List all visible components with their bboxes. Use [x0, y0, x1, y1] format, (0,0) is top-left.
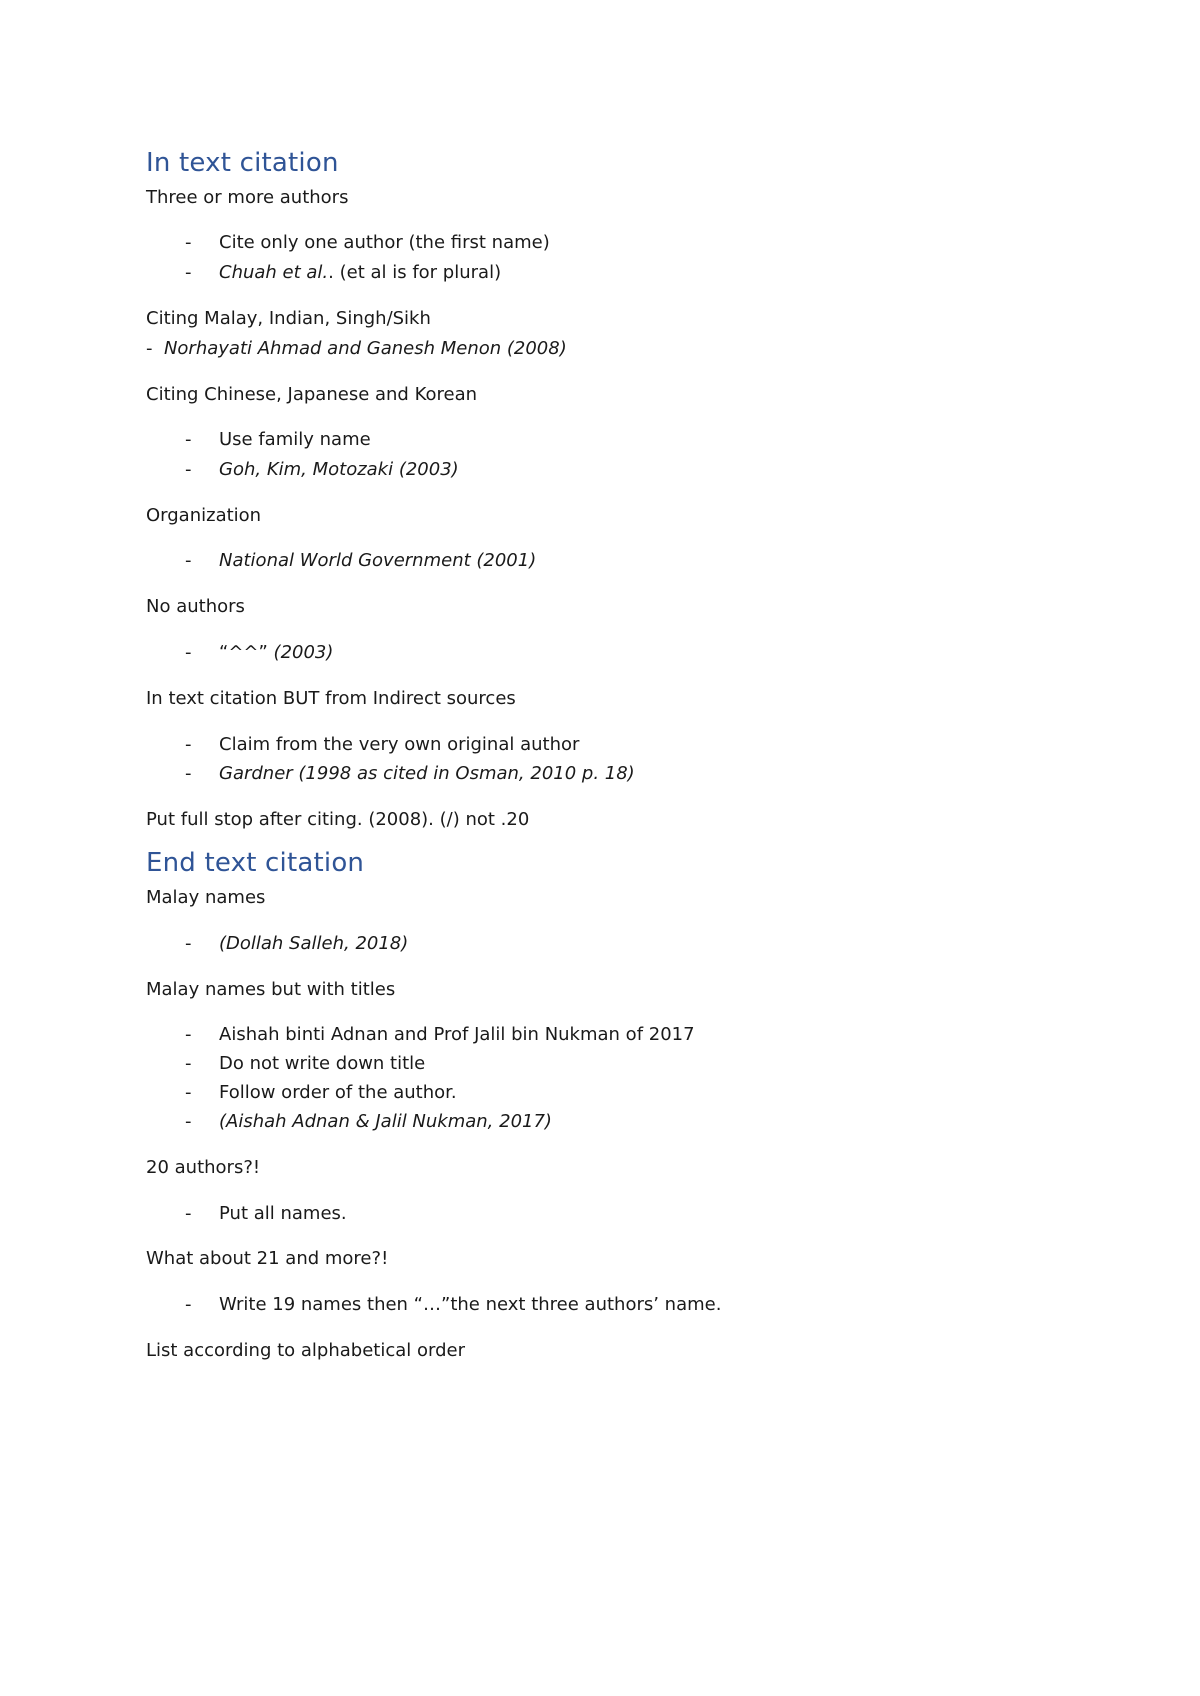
list-item-text: Claim from the very own original author — [219, 734, 580, 755]
list-item-text: (2003) — [273, 642, 334, 663]
list-item: - Follow order of the author. — [185, 1082, 457, 1103]
label-malay-names-titles: Malay names but with titles — [146, 979, 396, 1000]
list-item-text: Norhayati Ahmad and Ganesh Menon (2008) — [163, 338, 567, 359]
list-item-text: Goh, Kim, Motozaki (2003) — [219, 459, 459, 480]
list-item-text: National World Government (2001) — [219, 550, 537, 571]
label-organization: Organization — [146, 505, 262, 526]
list-item-text: Aishah binti Adnan and Prof Jalil bin Nukman of 2017 — [219, 1024, 695, 1045]
list-item-text: Use family name — [219, 429, 371, 450]
list-item-text: Chuah et al. — [219, 262, 329, 283]
list-item: - Gardner (1998 as cited in Osman, 2010 p. 18) — [185, 763, 635, 784]
list-item: - “^^” (2003) — [185, 642, 334, 663]
list-item-text: . (et al is for plural) — [328, 262, 502, 283]
list-item-text: Do not write down title — [219, 1053, 426, 1074]
list-item-text: “^^” — [219, 642, 274, 663]
list-item: - (Dollah Salleh, 2018) — [185, 933, 409, 954]
label-malay-names: Malay names — [146, 887, 266, 908]
label-indirect-sources: In text citation BUT from Indirect sources — [146, 688, 516, 709]
list-item: - Chuah et al.. (et al is for plural) — [185, 262, 502, 283]
list-item: - Norhayati Ahmad and Ganesh Menon (2008) — [146, 338, 567, 359]
heading-in-text-citation: In text citation — [146, 148, 339, 178]
label-20-authors: 20 authors?! — [146, 1157, 261, 1178]
list-item: - (Aishah Adnan & Jalil Nukman, 2017) — [185, 1111, 552, 1132]
label-three-or-more-authors: Three or more authors — [146, 187, 349, 208]
full-stop-note: Put full stop after citing. (2008). (/) not .20 — [146, 809, 530, 830]
label-21-and-more: What about 21 and more?! — [146, 1248, 389, 1269]
list-item-text: Follow order of the author. — [219, 1082, 457, 1103]
list-item-text: (Dollah Salleh, 2018) — [219, 933, 409, 954]
list-item-text: Gardner (1998 as cited in Osman, 2010 p. 18) — [219, 763, 635, 784]
list-item: - Claim from the very own original author — [185, 734, 580, 755]
list-item-text: Put all names. — [219, 1203, 347, 1224]
list-item: - Do not write down title — [185, 1053, 426, 1074]
label-no-authors: No authors — [146, 596, 245, 617]
list-item: - Cite only one author (the first name) — [185, 232, 550, 253]
label-citing-malay-indian: Citing Malay, Indian, Singh/Sikh — [146, 308, 431, 329]
list-item: - Aishah binti Adnan and Prof Jalil bin Nukman of 2017 — [185, 1024, 695, 1045]
heading-end-text-citation: End text citation — [146, 848, 365, 878]
list-item: - Use family name — [185, 429, 371, 450]
label-citing-chinese: Citing Chinese, Japanese and Korean — [146, 384, 478, 405]
list-item: - National World Government (2001) — [185, 550, 537, 571]
alphabetical-order-note: List according to alphabetical order — [146, 1340, 465, 1361]
list-item: - Write 19 names then “…”the next three authors’ name. — [185, 1294, 722, 1315]
list-item: - Put all names. — [185, 1203, 347, 1224]
list-item-text: Write 19 names then “…”the next three authors’ name. — [219, 1294, 722, 1315]
list-item: - Goh, Kim, Motozaki (2003) — [185, 459, 459, 480]
list-item-text: (Aishah Adnan & Jalil Nukman, 2017) — [219, 1111, 552, 1132]
list-item-text: Cite only one author (the first name) — [219, 232, 550, 253]
